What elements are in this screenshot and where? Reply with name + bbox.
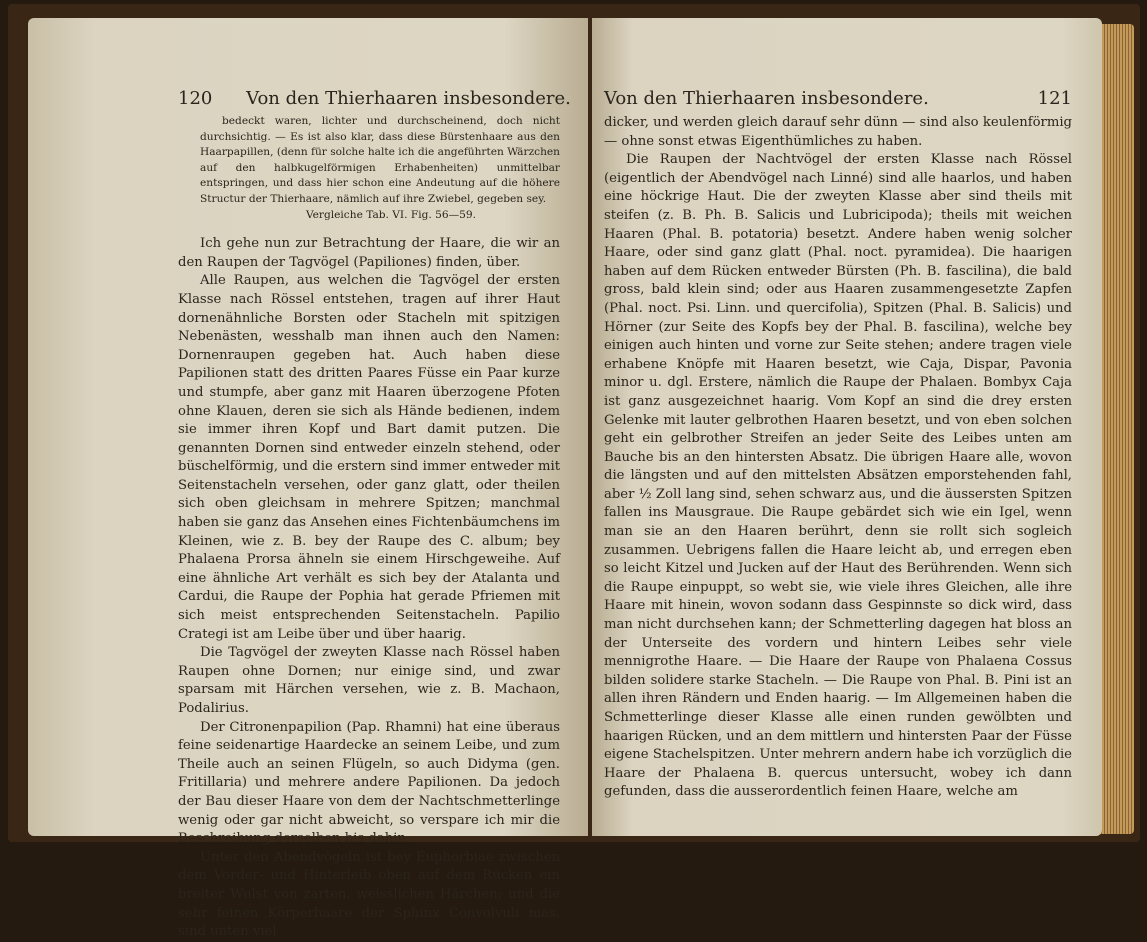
left-page-number: 120 [178,88,213,109]
footnote-block [178,114,560,223]
right-running-title: Von den Thierhaaren insbesondere. [604,88,929,109]
paragraph: Die Raupen der Nachtvögel der ersten Klasse nach Rössel (eigentlich der Abendvögel nach Linné) sind alle haarlos, und haben eine höckrige Haut. Die der zweyten Klasse aber sind theils mit steifen (z. B. Ph. B. Salicis und Lubricipoda); theils mit weichen Haaren (Phal. B. potatoria) besetzt. Andere haben wenig solcher Haare, oder sind ganz glatt (Phal. noct. pyramidea). Die haarigen haben auf dem Rücken entweder Bürsten (Ph. B. fascilina), die bald gross, bald klein sind; oder aus Haaren zusammengesetzte Zapfen (Phal. noct. Psi. Linn. und quercifolia), Spitzen (Phal. B. Salicis) und Hörner (zur Seite des Kopfs bey der Phal. B. fascilina), welche bey einigen auch hinten und vorne zur Seite stehen; andere tragen viele erhabene Knöpfe mit Haaren besetzt, wie Caja, Dispar, Pavonia minor u. dgl. Erstere, nämlich die Raupe der Phalaen. Bombyx Caja ist ganz ausgezeichnet haarig. Vom Kopf an sind die drey ersten Gelenke mit lauter gelbrothen Haaren besetzt, und von eben solchen geht ein gelbrother Streifen an jeder Seite des Leibes unten am Bauche bis an den hintersten Absatz. Die übrigen Haare alle, wovon die längsten und auf den mittelsten Absätzen emporstehenden fahl, aber ½ Zoll lang sind, sehen schwarz aus, und die äussersten Spitzen fallen ins Mausgraue. Die Raupe gebärdet sich wie ein Igel, wenn man sie an den Haaren berührt, denn sie rollt sich sogleich zusammen. Uebrigens fallen die Haare leicht ab, und erregen eben so leicht Kitzel und Jucken auf der Haut des Berührenden. Wenn sich die Raupe einpuppt, so webt sie, wie viele ihres Gleichen, alle ihre Haare mit hinein, wovon sodann dass Gespinnste so dick wird, dass man nicht durchsehen kann; der Schmetterling dagegen hat bloss an der Unterseite des vordern und hintern Leibes sehr viele mennigrothe Haare. — Die Haare der Raupe von Phalaena Cossus bilden solidere starke Stacheln. — Die Raupe von Phal. B. Pini ist an allen ihren Rändern und Enden haarig. — Im Allgemeinen haben die Schmetterlinge dieser Klasse alle einen runden gewölbten und haarigen Rücken, und an dem mittlern und hintersten Paar der Füsse eigene Stachelspitzen. Unter mehrern andern habe ich vorzüglich die Haare der Phalaena B. quercus untersucht, wobey ich dann gefunden, dass die ausserordentlich feinen Haare, welche am [604,152,1072,800]
right-page [592,18,1102,836]
paragraph: Unter den Abendvögeln ist bey Euphorbiae zwischen dem Vorder- und Hinterleib oben auf dem Rücken ein breiter Wulst von zarten, weisslichen Härchen; und die sehr feinen Körperhaare der Sphinx Convolvuli mas. sind unten viel [178,849,560,940]
book-spread [8,4,1140,940]
paragraph: Alle Raupen, aus welchen die Tagvögel der ersten Klasse nach Rössel entstehen, tragen auf ihrer Haut dornenähnliche Borsten oder Stacheln mit spitzigen Nebenästen, wesshalb man ihnen auch den Namen: Dornenraupen gegeben hat. Auch haben diese Papilionen statt des dritten Paares Füsse ein Paar kurze und stumpfe, aber ganz mit Haaren überzogene Pfoten ohne Klauen, deren sie sich als Hände bedienen, indem sie immer ihren Kopf und Bart damit putzen. Die genannten Dornen sind entweder einzeln stehend, oder büschelförmig, und die erstern sind immer entweder mit Seitenstacheln versehen, oder ganz glatt, oder theilen sich oben gleichsam in mehrere Spitzen; manchmal haben sie ganz das Ansehen eines Fichtenbäumchens im Kleinen, wie z. B. bey der Raupe des C. album; bey Phalaena Prorsa ähneln sie einem Hirschgeweihe. Auf eine ähnliche Art verhält es sich bey der Atalanta und Cardui, die Raupe der Pophia hat gerade Pfriemen mit sich meist entsprechenden Seitenstacheln. Papilio Crategi ist am Leibe über und über haarig. [178,273,560,642]
right-page-number: 121 [1037,88,1072,109]
right-running-head [604,88,1072,109]
paragraph: Die Tagvögel der zweyten Klasse nach Rössel haben Raupen ohne Dornen; nur einige sind, und zwar sparsam mit Härchen versehen, wie z. B. Machaon, Podalirius. [178,645,560,716]
left-page [28,18,588,940]
left-running-head [178,88,571,109]
left-page-text [178,114,560,942]
right-page-text [604,114,1072,802]
paragraph: Ich gehe nun zur Betrachtung der Haare, die wir an den Raupen der Tagvögel (Papiliones) finden, über. [178,236,560,270]
note-text: bedeckt waren, lichter und durchscheinend, doch nicht durchsichtig. — Es ist also klar, dass diese Bürstenhaare aus den Haarpapillen, (denn für solche halte ich die angeführten Wärzchen auf den halbkugelförmigen Erhabenheiten) unmittelbar entspringen, und dass hier schon eine Andeutung auf die höhere Structur der Thierhaare, nämlich auf ihre Zwiebel, gegeben sey. [200,115,560,205]
paragraph-continuation: dicker, und werden gleich darauf sehr dünn — sind also keulenförmig — ohne sonst etwas Eigenthümliches zu haben. [604,115,1072,149]
paragraph: Der Citronenpapilion (Pap. Rhamni) hat eine überaus feine seidenartige Haardecke an seinem Leibe, und zum Theile auch an seinen Flügeln, so auch Didyma (gen. Fritillaria) und mehrere andere Papilionen. Da jedoch der Bau dieser Haare von dem der Nachtschmetterlinge wenig oder gar nicht abweicht, so verspare ich mir die Beschreibung derselben bis dahin. [178,719,560,847]
note-reference: Vergleiche Tab. VI. Fig. 56—59. [305,208,477,221]
left-running-title: Von den Thierhaaren insbesondere. [246,88,571,109]
